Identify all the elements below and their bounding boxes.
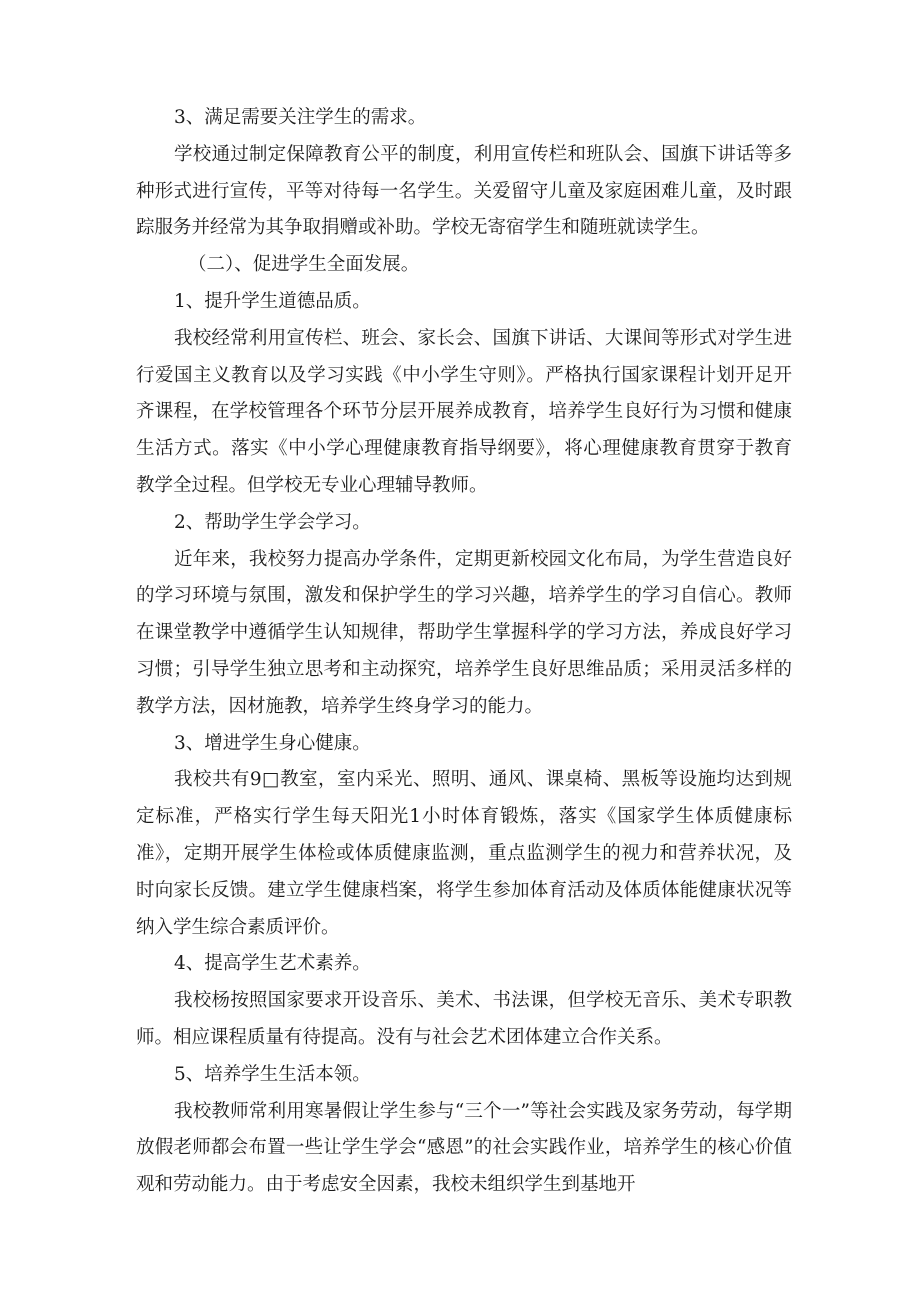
document-body: [136, 100, 792, 1204]
subheading-health: 3、增进学生身心健康。: [174, 732, 371, 754]
paragraph-learning: 近年来，我校努力提高办学条件，定期更新校园文化布局，为学生营造良好的学习环境与氛围，激发和保护学生的学习兴趣，培养学生的学习自信心。教师在课堂教学中遵循学生认知规律，帮助学生掌握科学的学习方法，养成良好学习习惯；引导学生独立思考和主动探究，培养学生良好思维品质；采用灵活多样的教学方法，因材施教，培养学生终身学习的能力。: [136, 548, 792, 717]
subheading-life-skills: 5、培养学生生活本领。: [174, 1063, 371, 1085]
paragraph-moral: 我校经常利用宣传栏、班会、家长会、国旗下讲话、大课间等形式对学生进行爱国主义教育以及学习实践《中小学生守则》。严格执行国家课程计划开足开齐课程，在学校管理各个环节分层开展养成教育，培养学生良好行为习惯和健康生活方式。落实《中小学心理健康教育指导纲要》，将心理健康教育贯穿于教育教学全过程。但学校无专业心理辅导教师。: [136, 327, 792, 496]
paragraph-arts: 我校杨按照国家要求开设音乐、美术、书法课，但学校无音乐、美术专职教师。相应课程质量有待提高。没有与社会艺术团体建立合作关系。: [136, 990, 792, 1048]
paragraph-life-skills: 我校教师常利用寒暑假让学生参与“三个一”等社会实践及家务劳动，每学期放假老师都会布置一些让学生学会“感恩”的社会实践作业，培养学生的核心价值观和劳动能力。由于考虑安全因素，我校未组织学生到基地开: [136, 1100, 792, 1196]
paragraph-equity: 学校通过制定保障教育公平的制度，利用宣传栏和班队会、国旗下讲话等多种形式进行宣传，平等对待每一名学生。关爱留守儿童及家庭困难儿童，及时跟踪服务并经常为其争取捐赠或补助。学校无寄宿学生和随班就读学生。: [136, 143, 792, 239]
subheading-learning: 2、帮助学生学会学习。: [174, 511, 371, 533]
subheading-special-needs: 3、满足需要关注学生的需求。: [174, 107, 427, 128]
subheading-arts: 4、提高学生艺术素养。: [174, 953, 371, 975]
paragraph-health: 我校共有9□教室，室内采光、照明、通风、课桌椅、黑板等设施均达到规定标准，严格实行学生每天阳光1小时体育锻炼，落实《国家学生体质健康标准》，定期开展学生体检或体质健康监测，重点监测学生的视力和营养状况，及时向家长反馈。建立学生健康档案，将学生参加体育活动及体质体能健康状况等纳入学生综合素质评价。: [136, 769, 792, 938]
section-heading-development: （二）、促进学生全面发展。: [188, 254, 420, 276]
subheading-moral: 1、提升学生道德品质。: [174, 290, 371, 312]
